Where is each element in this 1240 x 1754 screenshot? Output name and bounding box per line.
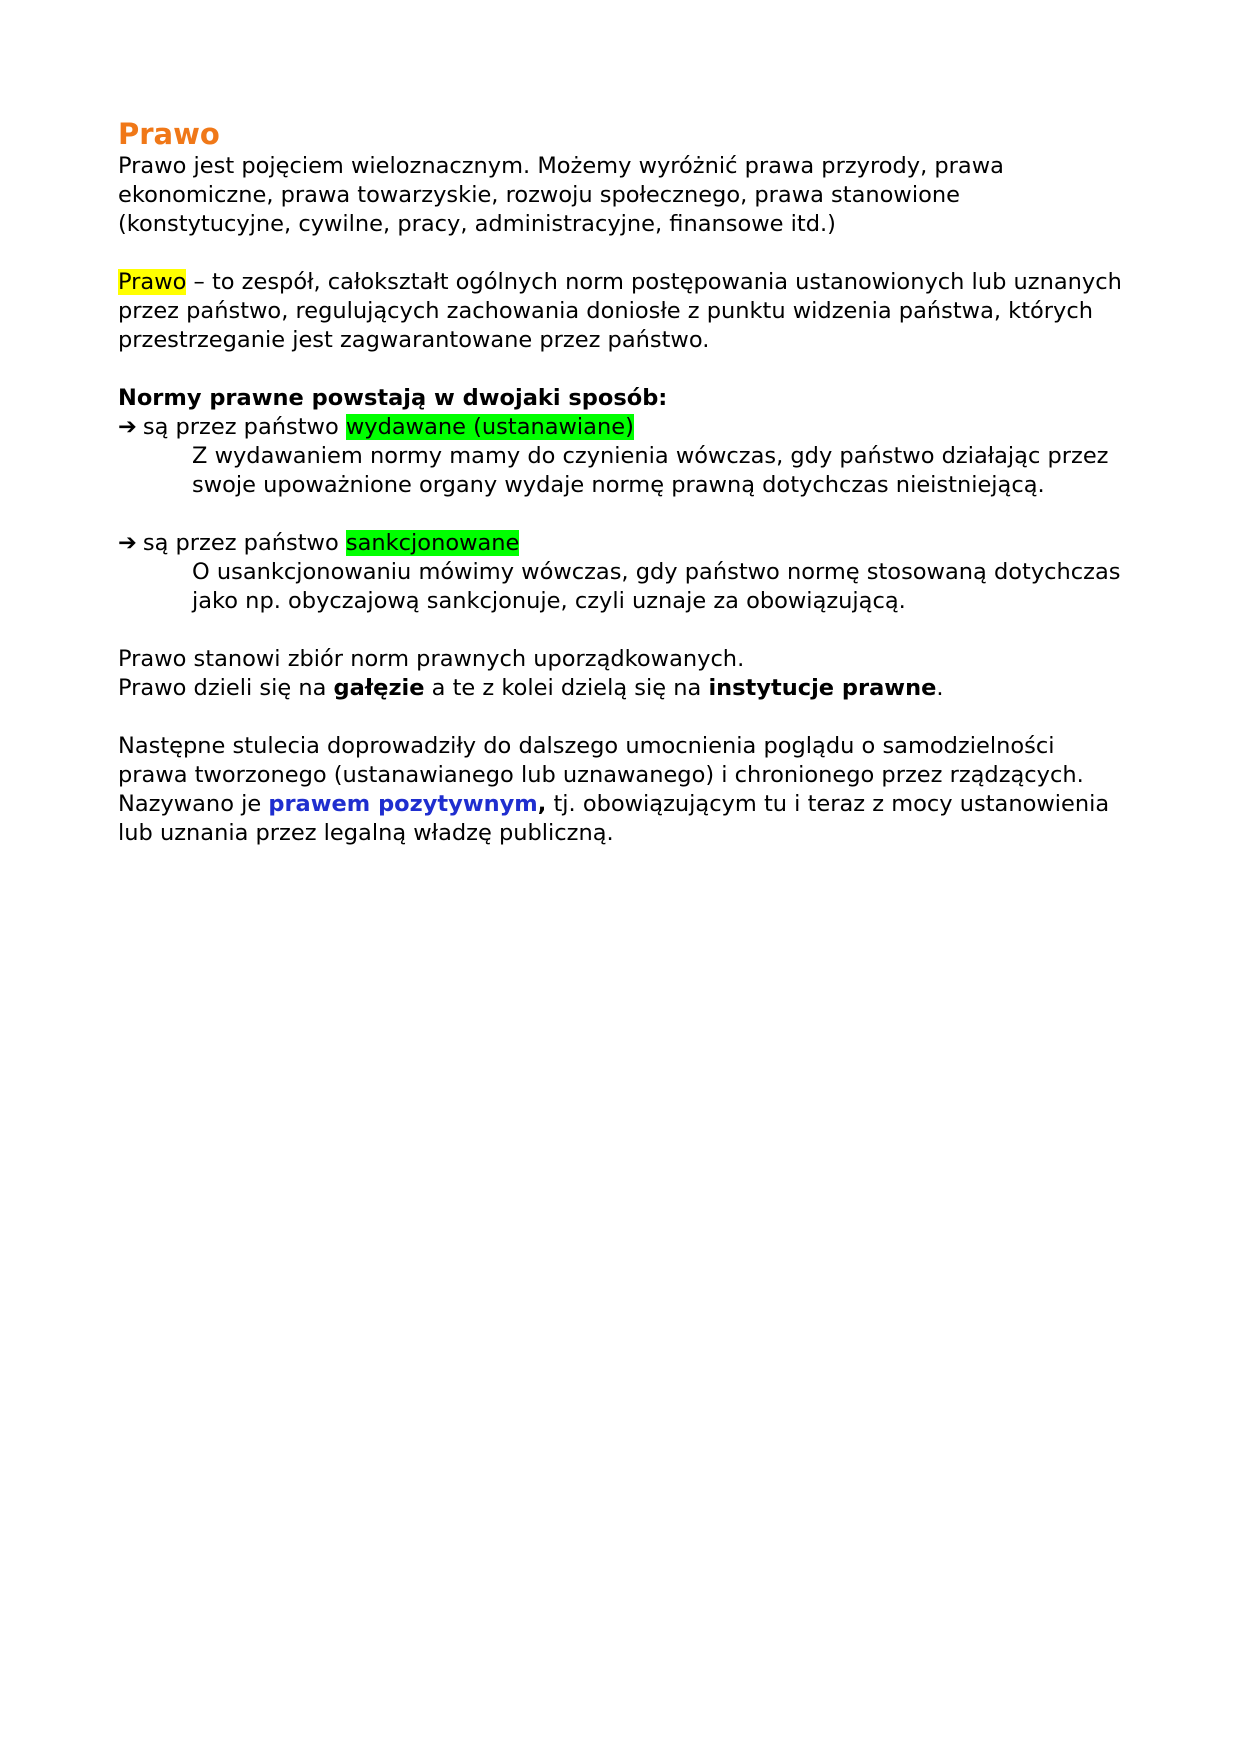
branches-term: gałęzie [333,675,425,701]
norm-item-issued [118,413,1128,442]
document-page [118,114,1128,848]
positive-law-paragraph [118,732,1128,848]
intro-paragraph: Prawo jest pojęciem wieloznacznym. Możemy wyróżnić prawa przyrody, prawa ekonomiczne, prawa towarzyskie, rozwoju społecznego, prawa stanowione (konstytucyjne, cywilne, pracy, administracyjne, finansowe itd.) [118,153,1004,237]
spacer [118,616,1128,645]
spacer [118,500,1128,529]
norm-item-highlight: wydawane (ustanawiane) [345,414,634,440]
spacer [118,239,1128,268]
norm-item-prefix: są przez państwo [142,530,346,556]
definition-term-highlight: Prawo [118,269,187,295]
norms-heading: Normy prawne powstają w dwojaki sposób: [118,385,668,411]
text-run: . [936,675,944,701]
legal-institutions-term: instytucje prawne [708,675,937,701]
text-run: tj. obowiązującym tu i teraz z mocy ustanowienia lub uznania przez legalną władzę publiczną. [118,791,1110,846]
norm-item-sanctioned [118,529,1128,558]
definition-paragraph [118,268,1128,355]
text-run: Następne stulecia doprowadziły do dalszego umocnienia poglądu o samodzielności prawa tworzonego (ustanawianego lub uznawanego) i chronionego przez rządzących. Nazywano je [118,733,1084,817]
collection-line-2 [118,674,1128,703]
text-run: a te z kolei dzielą się na [424,675,709,701]
arrow-right-icon: ➔ [118,414,137,440]
norm-item-prefix: są przez państwo [142,414,346,440]
norm-item-description: Z wydawaniem normy mamy do czynienia wówczas, gdy państwo działając przez swoje upoważnione organy wydaje normę prawną dotychczas nieistniejącą. [192,443,1109,498]
positive-law-term: prawem pozytywnym [268,791,538,817]
page-title: Prawo [118,117,220,151]
spacer [118,703,1128,732]
collection-line-1: Prawo stanowi zbiór norm prawnych uporządkowanych. [118,646,745,672]
norm-item-highlight: sankcjonowane [345,530,520,556]
norm-item-description: O usankcjonowaniu mówimy wówczas, gdy państwo normę stosowaną dotychczas jako np. obyczajową sankcjonuje, czyli uznaje za obowiązującą. [192,559,1121,614]
arrow-right-icon: ➔ [118,530,137,556]
spacer [118,355,1128,384]
text-run: Prawo dzieli się na [118,675,334,701]
text-run: , [537,791,547,817]
definition-text: – to zespół, całokształt ogólnych norm postępowania ustanowionych lub uznanych przez państwo, regulujących zachowania doniosłe z punktu widzenia państwa, których przestrzeganie jest zagwarantowane przez państwo. [118,269,1122,353]
